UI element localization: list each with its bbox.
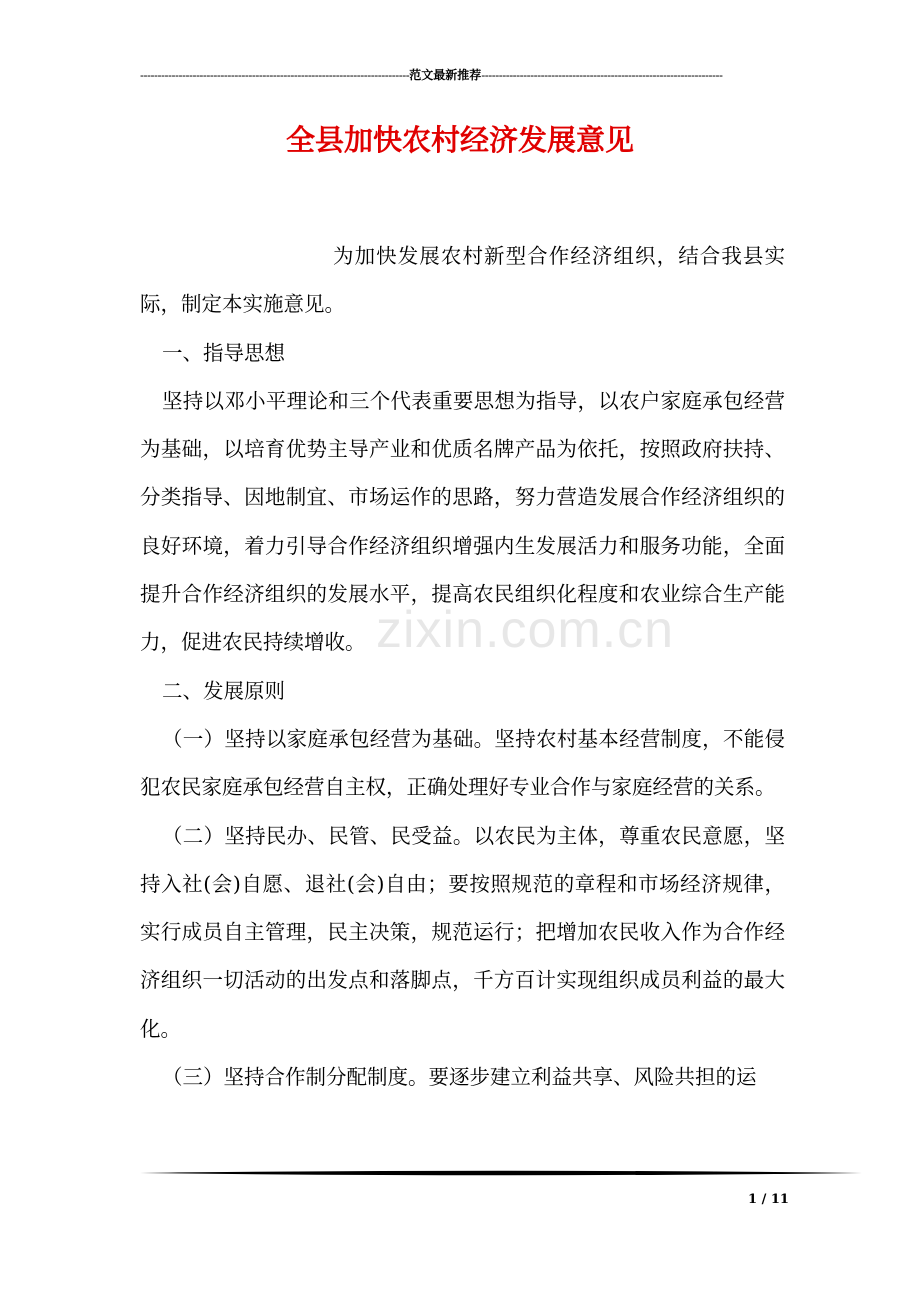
header-label: 范文最新推荐: [409, 68, 482, 82]
page-header: [140, 66, 780, 84]
page-number: 1 / 11: [748, 1192, 789, 1207]
section-heading-guiding-ideology: 一、指导思想: [162, 340, 285, 365]
header-dashes-right: ---------------------------------------------------------------------: [481, 68, 723, 82]
principle-1-paragraph: （一）坚持以家庭承包经营为基础。坚持农村基本经营制度，不能侵犯农民家庭承包经营自主权，正确处理好专业合作与家庭经营的关系。: [140, 726, 785, 800]
document-title: 全县加快农村经济发展意见: [285, 123, 634, 157]
section-heading-principles: 二、发展原则: [162, 678, 285, 703]
principle-2-paragraph: （二）坚持民办、民管、民受益。以农民为主体，尊重农民意愿，坚持入社(会)自愿、退社(会)自由；要按照规范的章程和市场经济规律，实行成员自主管理，民主决策，规范运行；把增加农民收入作为合作经济组织一切活动的出发点和落脚点，千方百计实现组织成员利益的最大化。: [140, 823, 785, 1041]
guiding-ideology-paragraph: 坚持以邓小平理论和三个代表重要思想为指导，以农户家庭承包经营为基础，以培育优势主导产业和优质名牌产品为依托，按照政府扶持、分类指导、因地制宜、市场运作的思路，努力营造发展合作经济组织的良好环境，着力引导合作经济组织增强内生发展活力和服务功能，全面提升合作经济组织的发展水平，提高农民组织化程度和农业综合生产能力，促进农民持续增收。: [140, 388, 785, 655]
document-body: [140, 232, 785, 1101]
watermark: zixin.com.cn: [376, 601, 675, 659]
intro-paragraph: 为加快发展农村新型合作经济组织，结合我县实际，制定本实施意见。: [140, 244, 785, 317]
header-dashes-left: -----------------------------------------------------------------------------: [140, 68, 410, 82]
principle-3-paragraph: （三）坚持合作制分配制度。要逐步建立利益共享、风险共担的运: [162, 1065, 757, 1090]
footer-rule: [140, 1170, 862, 1176]
